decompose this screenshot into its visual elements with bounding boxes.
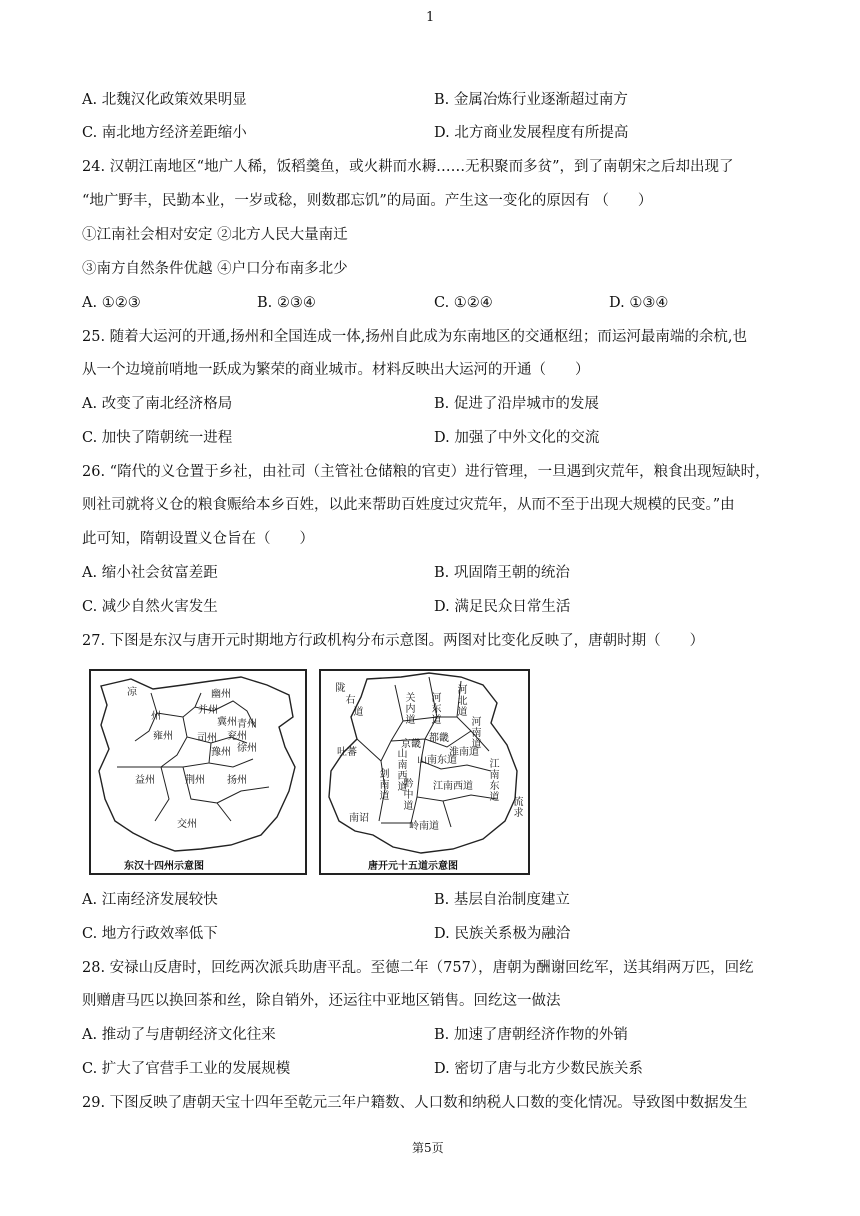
q27-option-c: C. 地方行政效率低下 bbox=[82, 926, 218, 942]
map2-label-huainan: 淮南道 bbox=[449, 747, 479, 758]
map1-label-jizhou: 冀州 bbox=[217, 717, 237, 728]
map-eastern-han bbox=[89, 669, 307, 875]
q24-stem-line1: 24. 汉朝江南地区“地广人稀，饭稻羹鱼，或火耕而水耨……无积聚而多贫”，到了南朝宋之后却出现了 bbox=[82, 159, 734, 175]
q23-option-d: D. 北方商业发展程度有所提高 bbox=[434, 125, 629, 141]
map2-label-lingnan: 岭南道 bbox=[409, 821, 439, 832]
q25-option-a: A. 改变了南北经济格局 bbox=[82, 396, 233, 412]
map2-label-duji: 都畿 bbox=[429, 733, 449, 744]
map1-label-jiaozhou: 交州 bbox=[177, 819, 197, 830]
map2-label-jiannan: 剑南道 bbox=[379, 769, 390, 802]
map1-label-qingzhou: 青州 bbox=[237, 719, 257, 730]
q28-stem-line1: 28. 安禄山反唐时，回纥两次派兵助唐平乱。至德二年（757），唐朝为酬谢回纥军，送其绢两万匹，回纥 bbox=[82, 960, 754, 976]
map2-label-shannanxi: 山南西道 bbox=[397, 749, 408, 793]
q25-option-b: B. 促进了沿岸城市的发展 bbox=[434, 396, 599, 412]
map1-caption: 东汉十四州示意图 bbox=[124, 861, 204, 872]
map1-label-bingzhou: 并州 bbox=[198, 705, 218, 716]
header-page-number: 1 bbox=[426, 10, 435, 25]
map1-label-yangzhou: 扬州 bbox=[227, 775, 247, 786]
q27-option-d: D. 民族关系极为融洽 bbox=[434, 926, 571, 942]
map1-label-yizhou: 益州 bbox=[135, 775, 155, 786]
map2-label-jingji: 京畿 bbox=[401, 739, 421, 750]
q26-option-b: B. 巩固隋王朝的统治 bbox=[434, 565, 570, 581]
q25-stem-line2: 从一个边境前哨地一跃成为繁荣的商业城市。材料反映出大运河的开通（ ） bbox=[82, 362, 590, 378]
map1-label-sizhou: 司州 bbox=[197, 733, 217, 744]
q25-option-c: C. 加快了隋朝统一进程 bbox=[82, 430, 233, 446]
q25-stem-line1: 25. 随着大运河的开通,扬州和全国连成一体,扬州自此成为东南地区的交通枢纽；而运河最南端的余杭,也 bbox=[82, 329, 747, 345]
map2-label-jiangnanxi: 江南西道 bbox=[433, 781, 473, 792]
map1-label-zhou: 州 bbox=[151, 711, 161, 722]
map2-label-hebei: 河北道 bbox=[457, 685, 468, 718]
q24-stem-line2: “地广野丰，民勤本业，一岁或稔，则数郡忘饥”的局面。产生这一变化的原因有 （ ） bbox=[82, 193, 653, 209]
q28-option-d: D. 密切了唐与北方少数民族关系 bbox=[434, 1061, 643, 1077]
map1-label-yongzhou: 雍州 bbox=[153, 731, 173, 742]
q27-stem: 27. 下图是东汉与唐开元时期地方行政机构分布示意图。两图对比变化反映了，唐朝时期（ ） bbox=[82, 633, 705, 649]
map2-label-shannandong: 山南东道 bbox=[417, 755, 457, 766]
q26-stem-line2: 则社司就将义仓的粮食赈给本乡百姓，以此来帮助百姓度过灾荒年，从而不至于出现大规模的民变。”由 bbox=[82, 497, 735, 513]
map1-label-xuzhou: 徐州 bbox=[237, 743, 257, 754]
map1-label-youzhou: 幽州 bbox=[211, 689, 231, 700]
q28-stem-line2: 则赠唐马匹以换回茶和丝，除自销外，还运往中亚地区销售。回纥这一做法 bbox=[82, 993, 561, 1009]
q24-option-d: D. ①③④ bbox=[609, 295, 669, 311]
q23-option-c: C. 南北地方经济差距缩小 bbox=[82, 125, 247, 141]
map2-label-long: 陇 bbox=[335, 683, 346, 694]
q24-option-b: B. ②③④ bbox=[257, 295, 316, 311]
q26-option-c: C. 减少自然火害发生 bbox=[82, 599, 218, 615]
map2-label-nanzhao: 南诏 bbox=[349, 813, 369, 824]
q26-option-d: D. 满足民众日常生活 bbox=[434, 599, 571, 615]
q28-option-a: A. 推动了与唐朝经济文化往来 bbox=[82, 1027, 276, 1043]
map1-label-jingzhou: 荆州 bbox=[185, 775, 205, 786]
q28-option-b: B. 加速了唐朝经济作物的外销 bbox=[434, 1027, 628, 1043]
q24-item-line1: ①江南社会相对安定 ②北方人民大量南迁 bbox=[82, 227, 348, 243]
q27-option-a: A. 江南经济发展较快 bbox=[82, 892, 218, 908]
footer-page-label: 第5页 bbox=[412, 1141, 444, 1155]
map2-label-guannei: 关内道 bbox=[405, 693, 416, 726]
q26-stem-line3: 此可知，隋朝设置义仓旨在（ ） bbox=[82, 531, 314, 547]
q26-stem-line1: 26. “隋代的义仓置于乡社，由社司（主管社仓储粮的官吏）进行管理，一旦遇到灾荒年，粮食出现短缺时， bbox=[82, 464, 770, 480]
q23-option-b: B. 金属冶炼行业逐渐超过南方 bbox=[434, 92, 628, 108]
map2-label-tubo: 吐蕃 bbox=[337, 747, 357, 758]
map-eastern-han-outline bbox=[91, 671, 305, 873]
map2-label-henan: 河南道 bbox=[471, 717, 482, 750]
q28-option-c: C. 扩大了官营手工业的发展规模 bbox=[82, 1061, 291, 1077]
q29-stem-line1: 29. 下图反映了唐朝天宝十四年至乾元三年户籍数、人口数和纳税人口数的变化情况。导致图中数据发生 bbox=[82, 1095, 748, 1111]
map-tang-kaiyuan bbox=[319, 669, 530, 875]
map2-label-jiangnandong: 江南东道 bbox=[489, 759, 500, 803]
map2-label-liuqiu: 流求 bbox=[513, 797, 524, 819]
map2-label-dao: 道 bbox=[353, 707, 364, 718]
map2-label-you: 右 bbox=[345, 695, 356, 706]
q24-item-line2: ③南方自然条件优越 ④户口分布南多北少 bbox=[82, 261, 348, 277]
map1-label-yuzhou: 豫州 bbox=[211, 747, 231, 758]
q27-option-b: B. 基层自治制度建立 bbox=[434, 892, 570, 908]
map2-caption: 唐开元十五道示意图 bbox=[368, 861, 458, 872]
q24-option-c: C. ①②④ bbox=[434, 295, 493, 311]
q26-option-a: A. 缩小社会贫富差距 bbox=[82, 565, 218, 581]
map1-label-yanzhou: 兖州 bbox=[227, 731, 247, 742]
q23-option-a: A. 北魏汉化政策效果明显 bbox=[82, 92, 247, 108]
q25-option-d: D. 加强了中外文化的交流 bbox=[434, 430, 600, 446]
map1-label-liang: 凉 bbox=[127, 687, 137, 698]
map2-label-hedong: 河东道 bbox=[431, 693, 442, 726]
map2-label-qianzhong: 黔中道 bbox=[403, 779, 414, 812]
q24-option-a: A. ①②③ bbox=[82, 295, 141, 311]
